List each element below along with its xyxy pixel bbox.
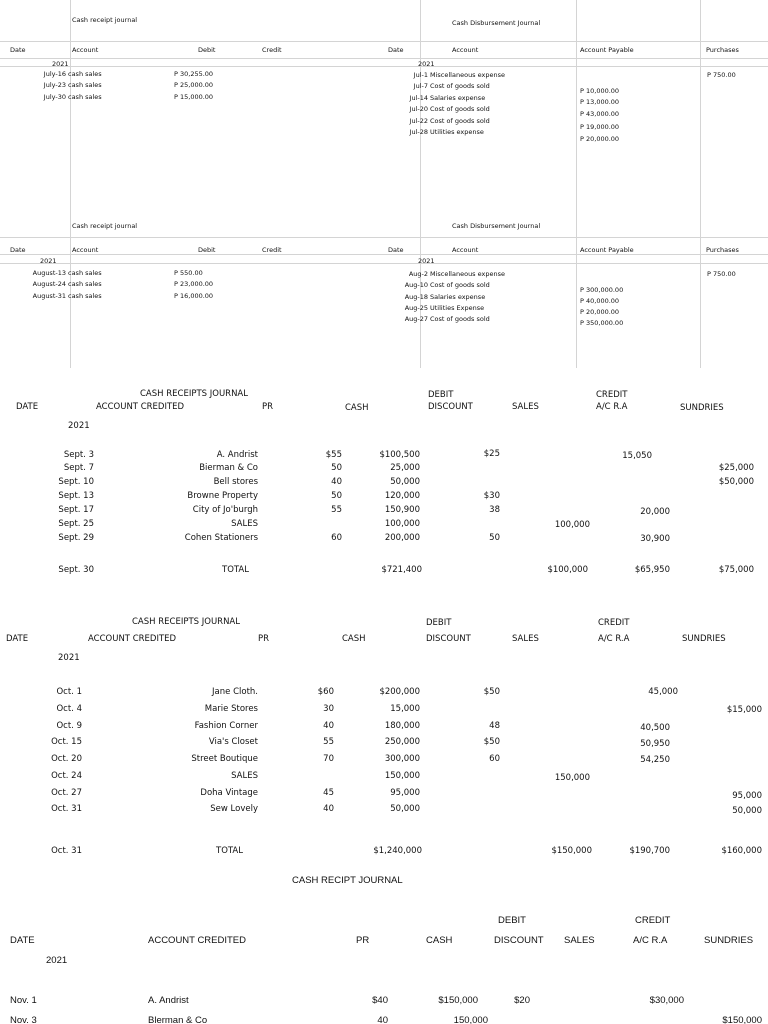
total-acr: $65,950 [634,565,670,575]
row-date: Oct. 27 [51,788,82,798]
row-pr: 50 [331,491,342,501]
row-discount: $30 [483,491,500,501]
total-label: TOTAL [222,565,249,575]
row-ap: P 40,000.00 [580,297,620,305]
col-header-account-credited: ACCOUNT CREDITED [148,935,246,946]
row-sundries: $25,000 [718,463,754,473]
row-date: Nov. 1 [10,995,37,1006]
col-header-discount: DISCOUNT [494,935,544,946]
col-header-debit: DEBIT [428,390,454,400]
year-label: 2021 [40,257,57,265]
year-label: 2021 [58,653,80,663]
row-ap: P 20,000.00 [580,135,620,143]
row-pr: 55 [323,737,334,747]
row-account: Miscellaneous expense [430,270,505,278]
total-cash: $721,400 [381,565,422,575]
row-debit: P 25,000.00 [174,81,214,89]
purchases-value: P 750.00 [707,71,736,79]
total-sales: $150,000 [551,846,592,856]
row-account: City of Jo'burgh [192,505,258,515]
row-sundries: $15,000 [726,705,762,715]
col-header-acr: A/C R.A [633,935,668,946]
row-date: August-13 [32,269,66,277]
right-journal-title: Cash Disbursement Journal [452,19,541,27]
purchases-value: P 750.00 [707,270,736,278]
col-header-credit: Credit [262,46,282,54]
row-cash: 50,000 [390,477,420,487]
row-account: Bell stores [213,477,258,487]
row-date: Sept. 3 [63,450,94,460]
col-header-date-disb: Date [388,46,404,54]
row-account: Cost of goods sold [430,315,490,323]
row-debit: P 15,000.00 [174,93,214,101]
col-header-account-credited: ACCOUNT CREDITED [96,402,185,412]
row-cash: 200,000 [384,533,420,543]
row-discount: $25 [483,449,500,459]
col-header-acr: A/C R.A [598,634,630,644]
total-date: Sept. 30 [58,565,94,575]
row-acr: 20,000 [640,507,670,517]
col-header-date-disb: Date [388,246,404,254]
col-header-pr: PR [356,935,370,946]
row-discount: 60 [489,754,500,764]
col-header-sundries: SUNDRIES [680,403,724,413]
right-journal-title: Cash Disbursement Journal [452,222,541,230]
row-date: Sept. 10 [58,477,94,487]
row-date: Sept. 13 [58,491,94,501]
row-ap: P 300,000.00 [580,286,624,294]
row-pr: 55 [331,505,342,515]
row-date: Nov. 3 [10,1015,37,1024]
row-date: Jul-22 [409,117,428,125]
row-account: Street Boutique [191,754,258,764]
col-header-credit: Credit [262,246,282,254]
col-header-debit: Debit [198,46,216,54]
row-acr: $30,000 [649,995,684,1006]
col-header-debit: DEBIT [426,618,452,628]
october-cash-receipts-journal [0,588,768,864]
row-date: Oct. 9 [56,721,82,731]
col-header-discount: DISCOUNT [426,634,471,644]
row-date: July-16 [43,70,66,78]
row-pr: 40 [323,721,334,731]
row-account: Salaries expense [430,293,486,301]
row-ap: P 13,000.00 [580,98,620,106]
september-cash-receipts-journal [0,368,768,584]
row-acr: 50,950 [640,739,670,749]
total-sundries: $160,000 [721,846,762,856]
row-account: Jane Cloth. [212,687,258,697]
row-account: Cost of goods sold [430,117,490,125]
row-cash: $150,000 [438,995,478,1006]
col-header-account-payable: Account Payable [580,46,634,54]
row-date: Oct. 1 [56,687,82,697]
row-account: cash sales [68,292,102,300]
row-pr: $40 [372,995,388,1006]
col-header-sales: SALES [564,935,595,946]
row-account: cash sales [68,70,102,78]
row-cash: 95,000 [390,788,420,798]
row-account: SALES [231,519,258,529]
row-discount: 48 [489,721,500,731]
row-ap: P 350,000.00 [580,319,624,327]
row-sundries: 50,000 [732,806,762,816]
row-date: August-31 [32,292,66,300]
row-date: Aug-10 [404,281,428,289]
col-header-date: Date [10,46,26,54]
row-cash: 150,000 [453,1015,488,1024]
col-header-sundries: SUNDRIES [682,634,726,644]
november-cash-receipts-journal [0,864,768,1024]
col-header-credit: CREDIT [596,390,628,400]
col-header-pr: PR [262,402,274,412]
row-acr: 15,050 [622,451,652,461]
row-date: August-24 [32,280,66,288]
col-header-discount: DISCOUNT [428,402,473,412]
row-cash: 300,000 [384,754,420,764]
row-cash: 100,000 [384,519,420,529]
july-journals-section [0,0,768,196]
row-acr: 40,500 [640,723,670,733]
row-account: Bierman & Co [199,463,258,473]
col-header-cash: CASH [342,634,366,644]
left-journal-title: Cash receipt journal [72,16,138,24]
journal-title: CASH RECEIPTS JOURNAL [140,389,248,399]
row-date: Oct. 24 [51,771,82,781]
col-header-sundries: SUNDRIES [704,935,754,946]
row-ap: P 43,000.00 [580,110,620,118]
col-header-sales: SALES [512,402,539,412]
row-cash: $100,500 [379,450,420,460]
row-date: Jul-20 [409,105,428,113]
row-account: Cost of goods sold [430,82,490,90]
row-discount: $50 [483,737,500,747]
col-header-account: Account [72,46,99,54]
col-header-pr: PR [258,634,270,644]
journal-title: CASH RECEIPTS JOURNAL [132,617,240,627]
row-account: cash sales [68,280,102,288]
row-pr: 45 [323,788,334,798]
col-header-purchases: Purchases [706,46,739,54]
col-header-debit: Debit [198,246,216,254]
row-cash: 180,000 [384,721,420,731]
row-acr: 30,900 [640,534,670,544]
row-cash: 15,000 [390,704,420,714]
row-pr: $60 [317,687,334,697]
row-account: SALES [231,771,258,781]
total-sales: $100,000 [547,565,588,575]
row-date: Sept. 17 [58,505,94,515]
col-header-account-credited: ACCOUNT CREDITED [88,634,177,644]
row-date: Oct. 15 [51,737,82,747]
row-pr: 40 [377,1015,388,1024]
row-date: Aug-25 [404,304,428,312]
year-label: 2021 [418,257,435,265]
row-date: Jul-1 [413,71,428,79]
row-account: Cost of goods sold [430,281,490,289]
col-header-debit: DEBIT [498,915,526,926]
journal-title: CASH RECIPT JOURNAL [292,875,403,886]
row-date: Oct. 20 [51,754,82,764]
row-date: Jul-7 [413,82,428,90]
row-acr: 54,250 [640,755,670,765]
row-account: Salaries expense [430,94,486,102]
total-acr: $190,700 [629,846,670,856]
col-header-date: DATE [6,634,29,644]
row-cash: 150,000 [384,771,420,781]
row-debit: P 30,255.00 [174,70,214,78]
row-account: A. Andrist [216,450,258,460]
row-account: Cost of goods sold [430,105,490,113]
year-label: 2021 [418,60,435,68]
row-account: Utilities Expense [430,304,485,312]
row-sundries: $50,000 [718,477,754,487]
year-label: 2021 [52,60,69,68]
row-ap: P 10,000.00 [580,87,620,95]
col-header-account: Account [72,246,99,254]
row-date: Sept. 25 [58,519,94,529]
row-pr: 40 [323,804,334,814]
row-debit: P 550.00 [174,269,203,277]
row-cash: $200,000 [379,687,420,697]
row-date: Jul-28 [409,128,428,136]
row-date: Aug-27 [404,315,428,323]
row-date: Oct. 4 [56,704,82,714]
row-cash: 120,000 [384,491,420,501]
august-journals-section [0,196,768,368]
row-debit: P 16,000.00 [174,292,214,300]
total-sundries: $75,000 [718,565,754,575]
col-header-credit: CREDIT [598,618,630,628]
col-header-cash: CASH [426,935,453,946]
row-debit: P 23,000.00 [174,280,214,288]
row-account: cash sales [68,81,102,89]
row-pr: 40 [331,477,342,487]
col-header-cash: CASH [345,403,369,413]
row-account: Blerman & Co [148,1015,208,1024]
col-header-account-disb: Account [452,246,479,254]
row-date: Sept. 29 [58,533,94,543]
col-header-account-payable: Account Payable [580,246,634,254]
row-sundries: 95,000 [732,791,762,801]
row-cash: 150,900 [384,505,420,515]
col-header-date: Date [10,246,26,254]
row-account: Browne Property [187,491,258,501]
col-header-date: DATE [16,402,39,412]
row-date: July-23 [43,81,66,89]
row-pr: 30 [323,704,334,714]
row-account: Miscellaneous expense [430,71,505,79]
row-date: Oct. 31 [51,804,82,814]
total-date: Oct. 31 [51,846,82,856]
row-pr: 50 [331,463,342,473]
left-journal-title: Cash receipt journal [72,222,138,230]
row-account: Via's Closet [208,737,258,747]
row-account: Cohen Stationers [184,533,258,543]
row-sales: 100,000 [554,520,590,530]
total-label: TOTAL [216,846,243,856]
row-discount: 38 [489,505,500,515]
col-header-purchases: Purchases [706,246,739,254]
row-date: Sept. 7 [63,463,94,473]
row-discount: $50 [483,687,500,697]
row-pr: 60 [331,533,342,543]
row-sundries: $150,000 [722,1015,762,1024]
row-account: Fashion Corner [194,721,258,731]
total-cash: $1,240,000 [373,846,422,856]
col-header-account-disb: Account [452,46,479,54]
col-header-acr: A/C R.A [596,402,628,412]
row-sales: 150,000 [554,773,590,783]
row-pr: $55 [325,450,342,460]
row-discount: 50 [489,533,500,543]
row-pr: 70 [323,754,334,764]
row-ap: P 19,000.00 [580,123,620,131]
row-ap: P 20,000.00 [580,308,620,316]
row-discount: $20 [514,995,530,1006]
row-cash: 250,000 [384,737,420,747]
row-account: Sew Lovely [210,804,258,814]
row-date: July-30 [43,93,66,101]
row-cash: 25,000 [390,463,420,473]
row-account: cash sales [68,269,102,277]
row-account: cash sales [68,93,102,101]
row-account: Marie Stores [204,704,258,714]
year-label: 2021 [68,421,90,431]
row-account: A. Andrist [148,995,189,1006]
col-header-credit: CREDIT [635,915,671,926]
col-header-sales: SALES [512,634,539,644]
row-acr: 45,000 [648,687,678,697]
year-label: 2021 [46,955,68,966]
row-account: Doha Vintage [200,788,258,798]
row-date: Aug-2 [408,270,428,278]
col-header-date: DATE [10,935,35,946]
row-date: Aug-18 [404,293,428,301]
row-date: Jul-14 [409,94,428,102]
row-cash: 50,000 [390,804,420,814]
row-account: Utilities expense [430,128,484,136]
